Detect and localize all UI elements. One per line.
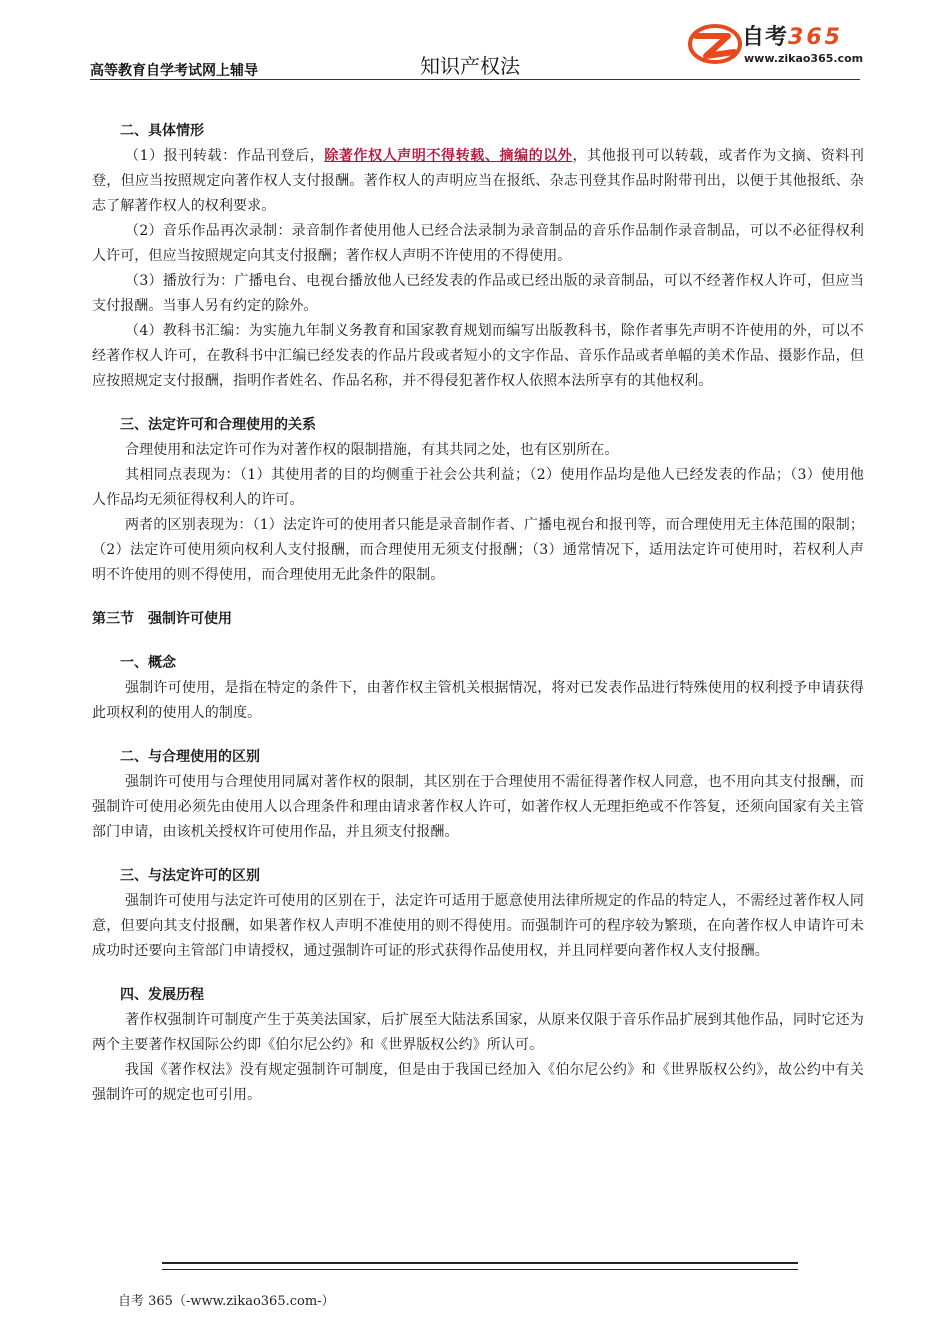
- paragraph: （1）报刊转载：作品刊登后，除著作权人声明不得转载、摘编的以外，其他报刊可以转载，或者作为文摘、资料刊登，但应当按照规定向著作权人支付报酬。著作权人的声明应当在报纸、杂志刊登其作品时附带刊出，以便于其他报纸、杂志了解著作权人的权利要求。: [92, 148, 865, 214]
- logo-text: 自考365: [742, 25, 843, 50]
- paragraph: 其相同点表现为：（1）其使用者的目的均侧重于社会公共利益；（2）使用作品均是他人已经发表的作品；（3）使用他人作品均无须征得权利人的许可。: [92, 467, 864, 508]
- paragraph: 我国《著作权法》没有规定强制许可制度，但是由于我国已经加入《伯尔尼公约》和《世界版权公约》，故公约中有关强制许可的规定也可引用。: [92, 1062, 864, 1103]
- heading-vs-fair-use: 二、与合理使用的区别: [120, 749, 260, 765]
- document-body: [92, 118, 864, 1108]
- zikao365-logo[interactable]: [688, 18, 864, 74]
- heading-concept: 一、概念: [120, 655, 176, 671]
- paragraph: （4）教科书汇编：为实施九年制义务教育和国家教育规划而编写出版教科书，除作者事先声明不许使用的外，可以不经著作权人许可，在教科书中汇编已经发表的作品片段或者短小的文字作品、音乐作品或者单幅的美术作品、摄影作品，但应按照规定支付报酬，指明作者姓名、作品名称，并不得侵犯著作权人依照本法所享有的其他权利。: [92, 323, 864, 389]
- paragraph: （2）音乐作品再次录制：录音制作者使用他人已经合法录制为录音制品的音乐作品制作录音制品，可以不必征得权利人许可，但应当按照规定向其支付报酬；著作权人声明不许使用的不得使用。: [92, 223, 864, 264]
- logo-url[interactable]: www.zikao365.com: [744, 52, 864, 65]
- header-divider: [90, 79, 860, 80]
- header-left-title: 高等教育自学考试网上辅导: [90, 63, 258, 79]
- highlighted-link-text[interactable]: 除著作权人声明不得转载、摘编的以外: [324, 148, 573, 164]
- heading-relationship: 三、法定许可和合理使用的关系: [120, 417, 316, 433]
- paragraph: 强制许可使用，是指在特定的条件下，由著作权主管机关根据情况，将对已发表作品进行特殊使用的权利授予申请获得此项权利的使用人的制度。: [92, 680, 864, 721]
- heading-specific-cases: 二、具体情形: [120, 123, 204, 139]
- heading-vs-statutory-license: 三、与法定许可的区别: [120, 868, 260, 884]
- heading-history: 四、发展历程: [120, 987, 204, 1003]
- page-header: [90, 18, 864, 80]
- header-subject-title: 知识产权法: [420, 54, 520, 78]
- footer-divider: [162, 1262, 798, 1270]
- paragraph: 合理使用和法定许可作为对著作权的限制措施，有其共同之处，也有区别所在。: [125, 442, 619, 458]
- paragraph: 著作权强制许可制度产生于英美法国家，后扩展至大陆法系国家，从原来仅限于音乐作品扩展到其他作品，同时它还为两个主要著作权国际公约即《伯尔尼公约》和《世界版权公约》所认可。: [92, 1012, 864, 1053]
- section-title: 第三节 强制许可使用: [92, 611, 232, 627]
- paragraph: （3）播放行为：广播电台、电视台播放他人已经发表的作品或已经出版的录音制品，可以不经著作权人许可，但应当支付报酬。当事人另有约定的除外。: [92, 273, 864, 314]
- paragraph: 两者的区别表现为：（1）法定许可的使用者只能是录音制作者、广播电视台和报刊等，而合理使用无主体范围的限制；（2）法定许可使用须向权利人支付报酬，而合理使用无须支付报酬；（3）通常情况下，适用法定许可使用时，若权利人声明不许使用的则不得使用，而合理使用无此条件的限制。: [92, 517, 864, 583]
- paragraph: 强制许可使用与法定许可使用的区别在于，法定许可适用于愿意使用法律所规定的作品的特定人，不需经过著作权人同意，但要向其支付报酬，如果著作权人声明不准使用的则不得使用。而强制许可的程序较为繁琐，在向著作权人申请许可未成功时还要向主管部门申请授权，通过强制许可证的形式获得作品使用权，并且同样要向著作权人支付报酬。: [92, 893, 864, 959]
- footer-text: 自考 365（-www.zikao365.com-）: [118, 1294, 335, 1309]
- logo-swoosh-icon: [688, 22, 742, 66]
- paragraph: 强制许可使用与合理使用同属对著作权的限制，其区别在于合理使用不需征得著作权人同意，也不用向其支付报酬，而强制许可使用必须先由使用人以合理条件和理由请求著作权人许可，如著作权人无理拒绝或不作答复，还须向国家有关主管部门申请，由该机关授权许可使用作品，并且须支付报酬。: [92, 774, 864, 840]
